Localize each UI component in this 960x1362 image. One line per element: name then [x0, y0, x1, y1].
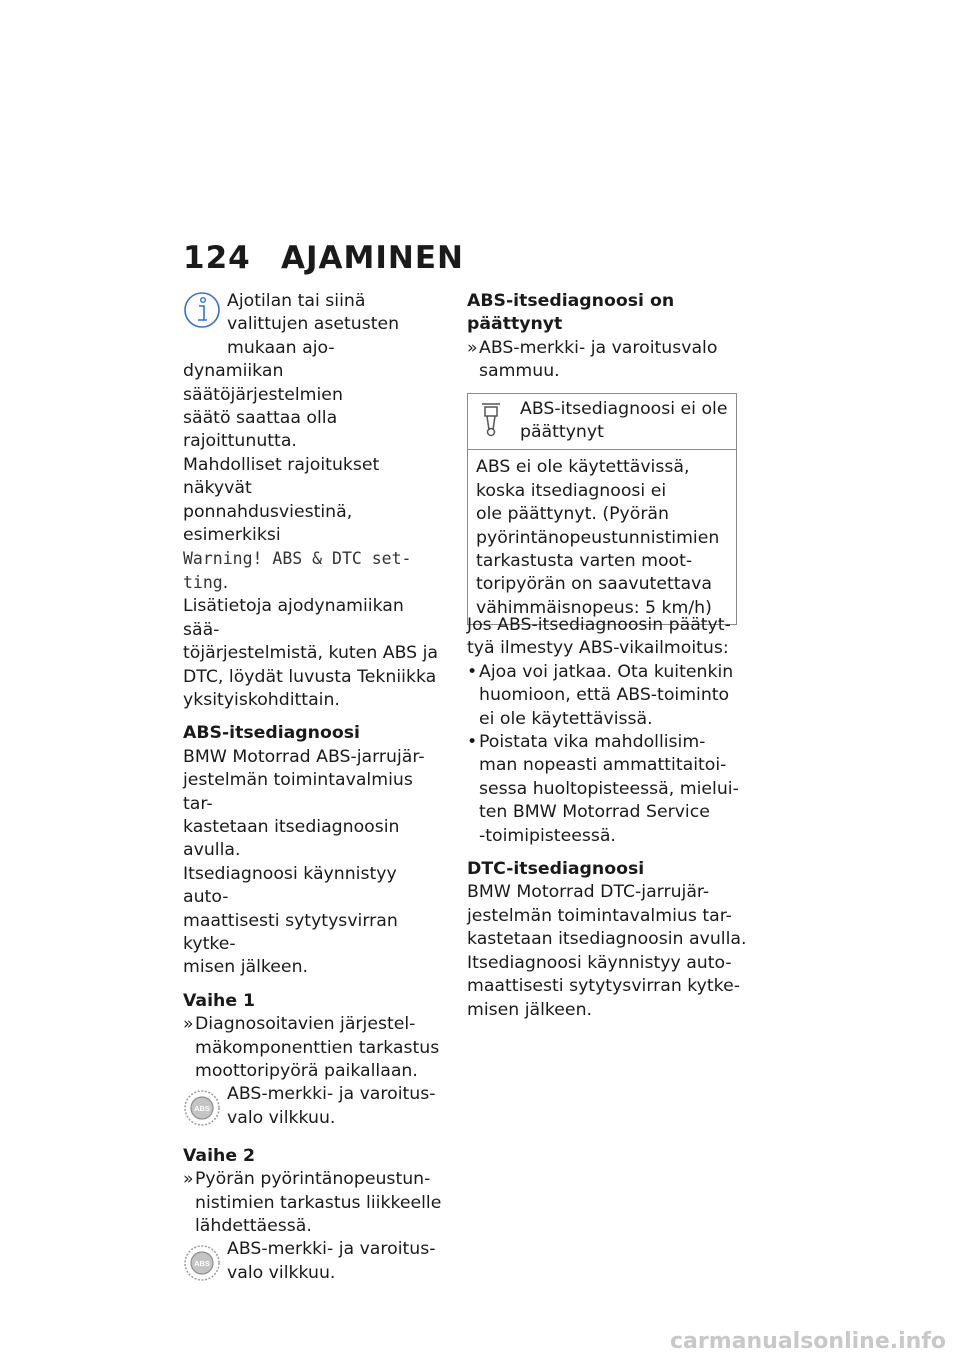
step1-icon-text: ABS-merkki- ja varoitus- — [227, 1084, 436, 1105]
abs-warning-icon — [183, 1083, 227, 1134]
table-body-line: toripyörän on saavutettava — [476, 574, 712, 595]
info-icon — [183, 290, 227, 337]
abs-done-marker: » — [467, 337, 478, 358]
bullet1-line: huomioon, että ABS-toiminto — [479, 685, 730, 706]
step2-result — [183, 1238, 445, 1289]
bullet1-line: Ajoa voi jatkaa. Ota kuitenkin — [479, 661, 734, 682]
info-line: DTC, löydät luvusta Tekniikka — [183, 666, 437, 687]
note-line: ponnahdusviestinä, esimerkiksi — [183, 501, 353, 546]
abs-icon-label: ABS — [194, 1104, 210, 1114]
abs-text-line: jestelmän toimintavalmius tar- — [183, 770, 413, 814]
table-body-line: ABS ei ole käytettävissä, — [476, 457, 690, 478]
table-body — [468, 450, 736, 624]
dtc-line: kastetaan itsediagnoosin avulla. — [467, 929, 747, 950]
abs-done-item — [467, 337, 747, 384]
page-header — [183, 240, 464, 276]
watermark: carmanualsonline.info — [670, 1329, 946, 1354]
step2-marker: » — [183, 1169, 194, 1190]
abs-icon-label: ABS — [194, 1259, 210, 1269]
bullet2-line: -toimipisteessä. — [479, 825, 616, 846]
warning-message-line2 — [183, 571, 445, 595]
table-body-line: tarkastusta varten moot- — [476, 551, 693, 572]
page-number: 124 — [183, 240, 251, 276]
after-table-line: tyä ilmestyy ABS-vikailmoitus: — [467, 638, 729, 659]
dtc-heading: DTC-itsediagnoosi — [467, 859, 645, 880]
abs-text-line: Itsediagnoosi käynnistyy auto- — [183, 863, 397, 908]
step2-line: nistimien tarkastus liikkeelle — [195, 1192, 442, 1213]
note-block — [183, 290, 445, 360]
dtc-line: jestelmän toimintavalmius tar- — [467, 905, 732, 926]
note-first: Ajotilan tai siinä valittujen asetusten mukaan ajo- — [227, 291, 400, 358]
bullet-item — [467, 661, 747, 731]
diagnosis-table — [467, 393, 737, 625]
step1-line: mäkomponenttien tarkastus — [195, 1037, 440, 1058]
step1-item — [183, 1013, 445, 1083]
right-column-top — [467, 290, 747, 384]
warning-message-line1: Warning! ABS & DTC set- — [183, 549, 412, 569]
step2-icon-text: ABS-merkki- ja varoitus- — [227, 1239, 436, 1260]
step2-icon-text: valo vilkkuu. — [227, 1262, 336, 1283]
warning-message-dot: . — [222, 572, 229, 593]
note-line: säätö saattaa olla rajoittunutta. — [183, 408, 338, 452]
abs-done-heading-line1: ABS-itsediagnoosi on — [467, 291, 675, 311]
step2-line: lähdettäessä. — [195, 1216, 312, 1237]
bullet2-line: sessa huoltopisteessä, mielui- — [479, 778, 739, 799]
info-line: Lisätietoja ajodynamiikan sää- — [183, 596, 404, 640]
abs-diagnosis-heading: ABS-itsediagnoosi — [183, 723, 360, 744]
abs-text-line: maattisesti sytytysvirran kytke- — [183, 910, 398, 954]
step2-line: Pyörän pyörintänopeustun- — [195, 1169, 431, 1190]
bullet1-line: ei ole käytettävissä. — [479, 708, 653, 729]
abs-done-line: sammuu. — [479, 361, 560, 382]
abs-done-heading-line2: päättynyt — [467, 314, 563, 335]
abs-done-line: ABS-merkki- ja varoitusvalo — [479, 337, 718, 358]
note-line: Mahdolliset rajoitukset näkyvät — [183, 454, 380, 499]
table-body-line: vähimmäisnopeus: 5 km/h) — [476, 597, 712, 618]
piston-icon — [476, 398, 520, 445]
abs-text-line: misen jälkeen. — [183, 957, 309, 978]
left-column — [183, 290, 445, 1290]
table-header-line: päättynyt — [520, 422, 604, 443]
table-header-line: ABS-itsediagnoosi ei ole — [520, 399, 728, 419]
chapter-title: AJAMINEN — [281, 240, 464, 276]
note-line: dynamiikan säätöjärjestelmien — [183, 361, 343, 405]
dtc-line: BMW Motorrad DTC-jarrujär- — [467, 882, 710, 903]
right-column-bottom — [467, 614, 747, 1022]
table-header — [468, 394, 736, 450]
table-body-line: koska itsediagnoosi ei — [476, 480, 667, 501]
after-table-line: Jos ABS-itsediagnoosin päätyt- — [467, 615, 731, 635]
info-line: yksityiskohdittain. — [183, 689, 340, 710]
warning-message-end: ting — [183, 572, 223, 592]
dtc-line: Itsediagnoosi käynnistyy auto- — [467, 952, 732, 973]
bullet-marker: • — [467, 661, 478, 682]
step1-heading: Vaihe 1 — [183, 990, 256, 1011]
step2-item — [183, 1168, 445, 1238]
step1-icon-text: valo vilkkuu. — [227, 1107, 336, 1128]
step1-marker: » — [183, 1014, 194, 1035]
bullet-item — [467, 731, 747, 848]
info-line: töjärjestelmistä, kuten ABS ja — [183, 643, 438, 664]
bullet-marker: • — [467, 732, 478, 753]
dtc-line: maattisesti sytytysvirran kytke- — [467, 976, 740, 997]
step1-result — [183, 1083, 445, 1134]
table-body-line: pyörintänopeustunnistimien — [476, 527, 720, 548]
bullet2-line: Poistata vika mahdollisim- — [479, 732, 706, 753]
bullet2-line: ten BMW Motorrad Service — [479, 802, 710, 823]
abs-text-line: kastetaan itsediagnoosin avulla. — [183, 816, 400, 861]
abs-text-line: BMW Motorrad ABS-jarrujär- — [183, 746, 425, 767]
step1-line: Diagnosoitavien järjestel- — [195, 1014, 416, 1035]
step2-heading: Vaihe 2 — [183, 1145, 256, 1166]
table-body-line: ole päättynyt. (Pyörän — [476, 504, 669, 525]
abs-warning-icon — [183, 1238, 227, 1289]
bullet2-line: man nopeasti ammattitaitoi- — [479, 755, 727, 776]
step1-line: moottoripyörä paikallaan. — [195, 1061, 418, 1081]
dtc-line: misen jälkeen. — [467, 999, 593, 1020]
